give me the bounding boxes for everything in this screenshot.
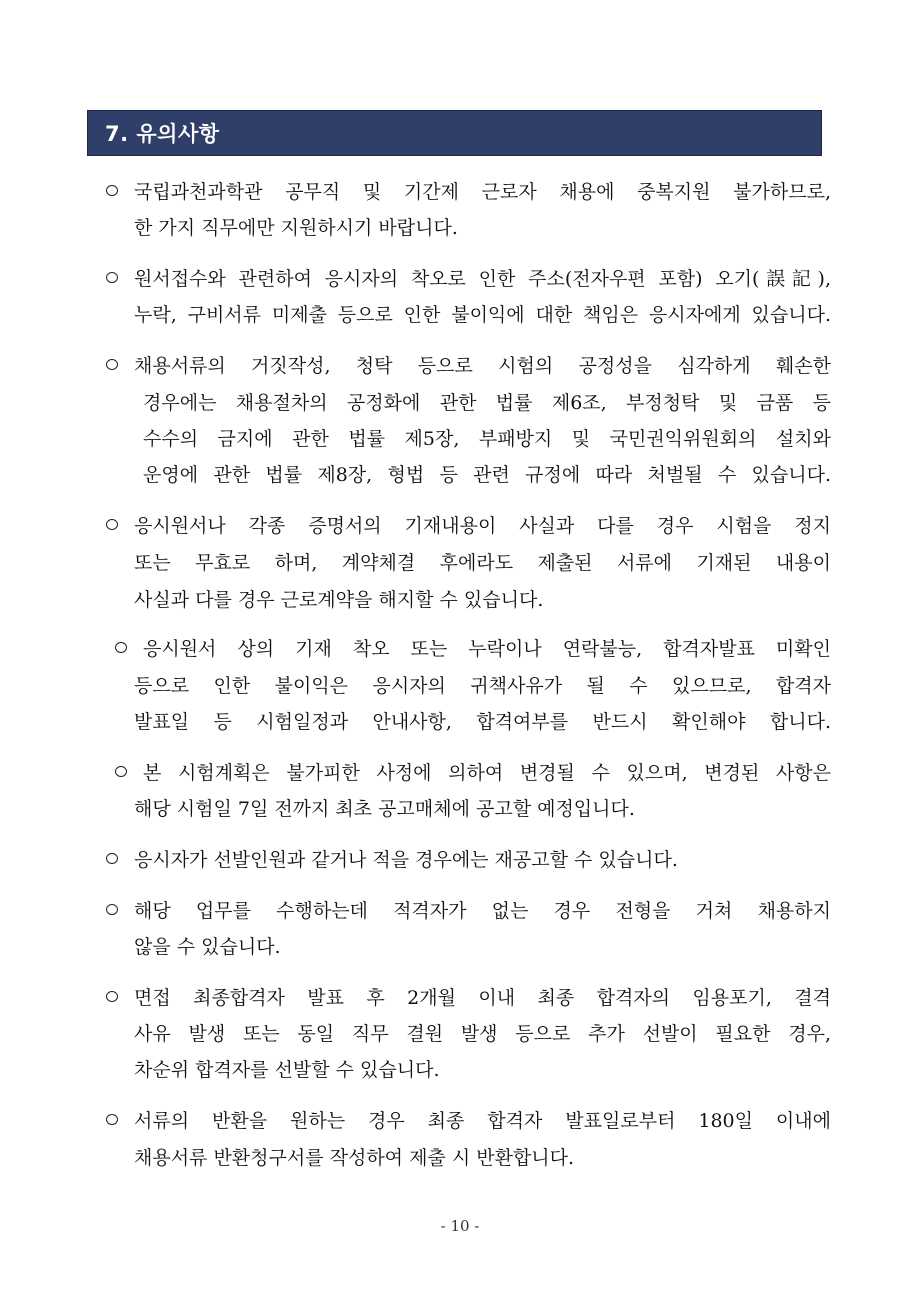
circle-bullet-icon xyxy=(106,272,118,283)
item-line: 국립과천과학관 공무직 및 기간제 근로자 채용에 중복지원 불가하므로, xyxy=(134,181,831,203)
item-line: 등으로 인한 불이익은 응시자의 귀책사유가 될 수 있으므로, 합격자 xyxy=(134,675,831,697)
item-line: 또는 무효로 하며, 계약체결 후에라도 제출된 서류에 기재된 내용이 xyxy=(134,552,831,574)
item-line: 수수의 금지에 관한 법률 제5장, 부패방지 및 국민권익위원회의 설치와 xyxy=(143,428,831,450)
circle-bullet-icon xyxy=(115,642,127,653)
item-line: 채용서류의 거짓작성, 청탁 등으로 시험의 공정성을 심각하게 훼손한 xyxy=(134,355,831,377)
item-line: 채용서류 반환청구서를 작성하여 제출 시 반환합니다. xyxy=(134,1147,575,1169)
item-line: 사유 발생 또는 동일 직무 결원 발생 등으로 추가 선발이 필요한 경우, xyxy=(134,1023,831,1045)
item-line: 발표일 등 시험일정과 안내사항, 합격여부를 반드시 확인해야 합니다. xyxy=(134,711,831,733)
circle-bullet-icon xyxy=(115,766,127,777)
item-line: 서류의 반환을 원하는 경우 최종 합격자 발표일로부터 180일 이내에 xyxy=(134,1110,831,1132)
item-line: 누락, 구비서류 미제출 등으로 인한 불이익에 대한 책임은 응시자에게 있습니다. xyxy=(134,304,831,326)
circle-bullet-icon xyxy=(106,1114,118,1125)
item-line: 본 시험계획은 불가피한 사정에 의하여 변경될 수 있으며, 변경된 사항은 xyxy=(143,762,831,784)
item-line: 사실과 다를 경우 근로계약을 해지할 수 있습니다. xyxy=(134,589,544,611)
section-header-bar xyxy=(87,110,822,156)
item-line: 운영에 관한 법률 제8장, 형법 등 관련 규정에 따라 처벌될 수 있습니다. xyxy=(143,464,831,486)
item-line: 면접 최종합격자 발표 후 2개월 이내 최종 합격자의 임용포기, 결격 xyxy=(134,987,831,1009)
item-line: 원서접수와 관련하여 응시자의 착오로 인한 주소(전자우편 포함) 오기(誤記), xyxy=(134,268,831,290)
item-line: 않을 수 있습니다. xyxy=(134,936,281,958)
circle-bullet-icon xyxy=(106,904,118,915)
page-number: - 10 - xyxy=(440,1217,480,1235)
section-title: 7. 유의사항 xyxy=(105,122,220,146)
item-line: 해당 업무를 수행하는데 적격자가 없는 경우 전형을 거쳐 채용하지 xyxy=(134,900,831,922)
item-line: 한 가지 직무에만 지원하시기 바랍니다. xyxy=(134,217,458,239)
circle-bullet-icon xyxy=(106,853,118,864)
circle-bullet-icon xyxy=(106,519,118,530)
circle-bullet-icon xyxy=(106,359,118,370)
circle-bullet-icon xyxy=(106,991,118,1002)
item-line: 경우에는 채용절차의 공정화에 관한 법률 제6조, 부정청탁 및 금품 등 xyxy=(143,392,831,414)
circle-bullet-icon xyxy=(106,185,118,196)
item-line: 차순위 합격자를 선발할 수 있습니다. xyxy=(134,1059,440,1081)
item-line: 응시자가 선발인원과 같거나 적을 경우에는 재공고할 수 있습니다. xyxy=(134,849,678,871)
item-line: 응시원서나 각종 증명서의 기재내용이 사실과 다를 경우 시험을 정지 xyxy=(134,515,831,537)
item-line: 응시원서 상의 기재 착오 또는 누락이나 연락불능, 합격자발표 미확인 xyxy=(143,638,831,660)
item-line: 해당 시험일 7일 전까지 최초 공고매체에 공고할 예정입니다. xyxy=(134,798,635,820)
